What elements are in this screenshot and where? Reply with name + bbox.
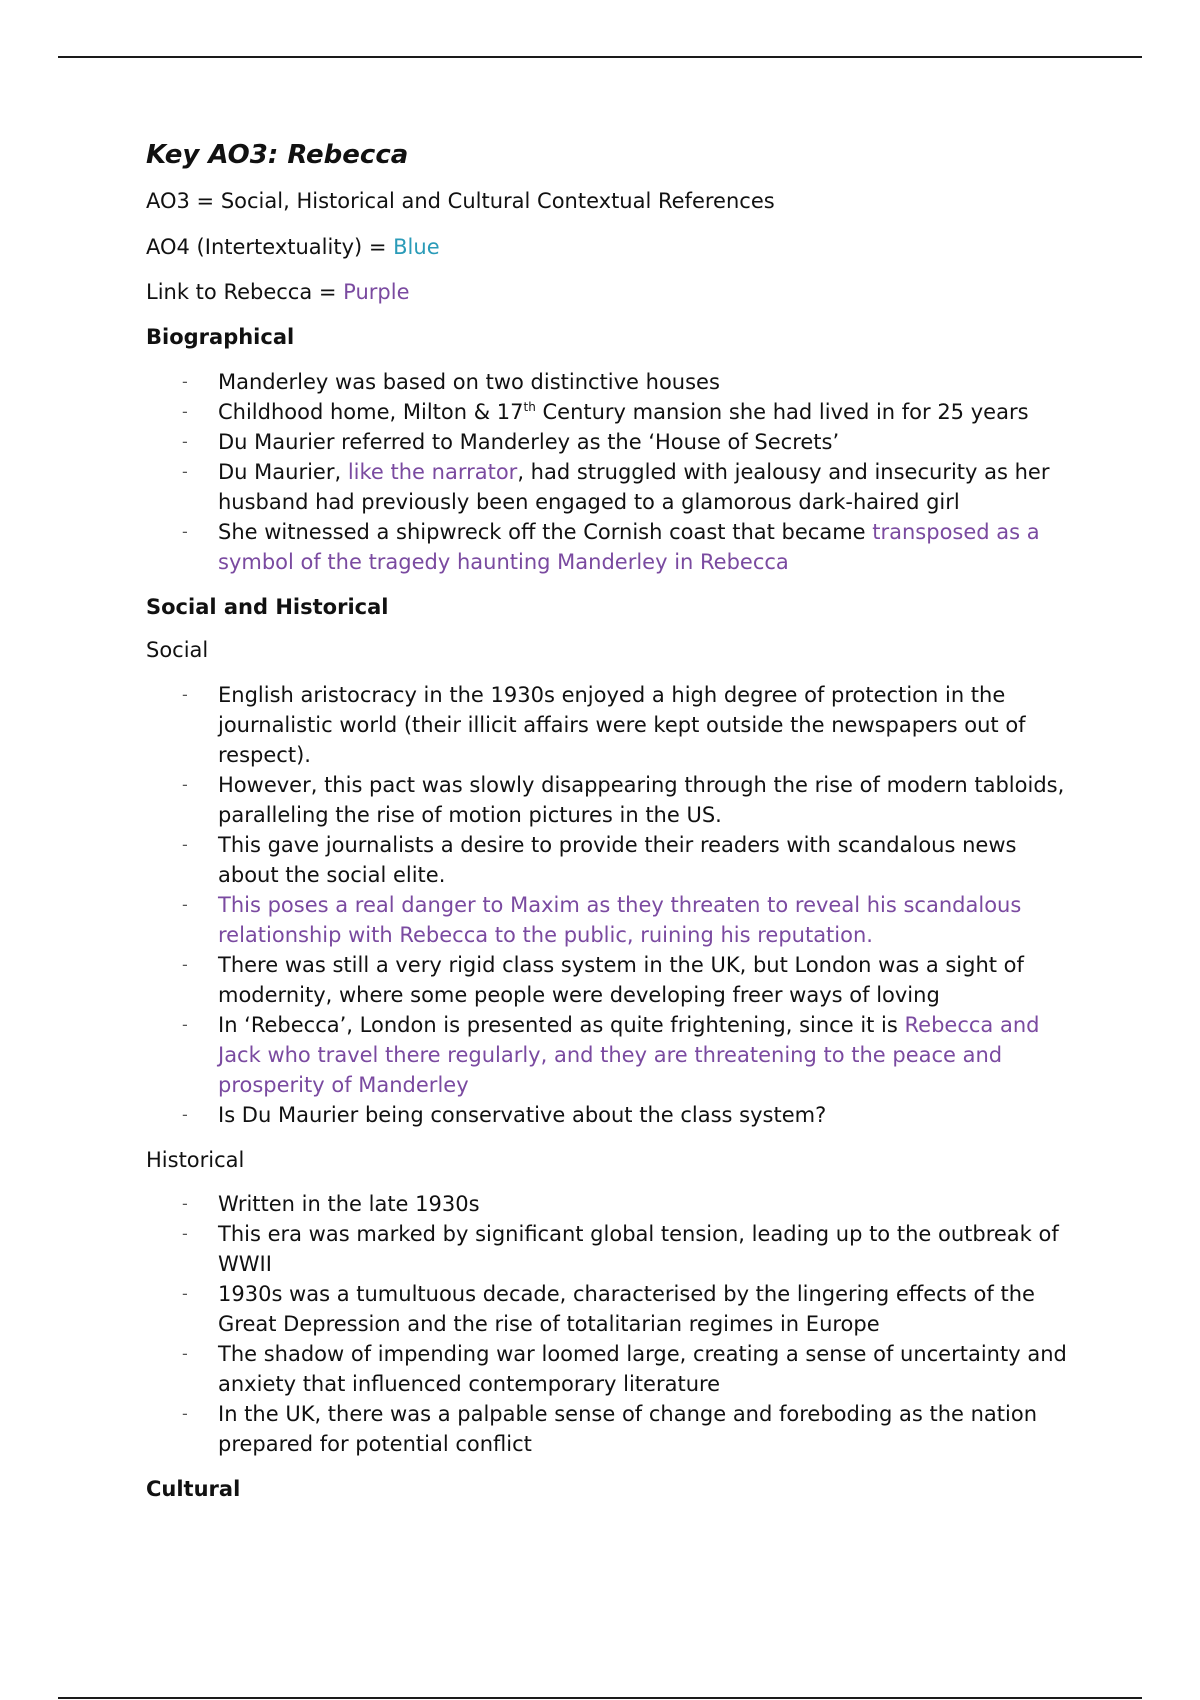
biographical-list: [146, 367, 1076, 577]
list-item: [146, 427, 1076, 457]
section-heading-cultural: Cultural: [146, 1476, 241, 1501]
document-body: [146, 140, 1076, 1518]
rebecca-link-text: transposed as a symbol of the tragedy haunting Manderley in Rebecca: [218, 519, 1040, 574]
list-item: [146, 950, 1076, 1010]
list-item: [146, 890, 1076, 950]
bullet-dash: -: [182, 521, 188, 541]
bullet-dash: -: [182, 431, 188, 451]
list-item: [146, 1219, 1076, 1279]
rebecca-link-text: This poses a real danger to Maxim as they threaten to reveal his scandalous relationship with Rebecca to the public, ruining his reputation.: [218, 892, 1022, 947]
list-item: [146, 1279, 1076, 1339]
list-item-text: The shadow of impending war loomed large, creating a sense of uncertainty and anxiety that influenced contemporary literature: [218, 1341, 1067, 1396]
list-item-text: This era was marked by significant global tension, leading up to the outbreak of WWII: [218, 1221, 1059, 1276]
bullet-dash: -: [182, 461, 188, 481]
list-item: [146, 397, 1076, 427]
ao4-label: AO4 (Intertextuality) =: [146, 234, 394, 259]
bullet-dash: -: [182, 1403, 188, 1423]
list-item-text: , had struggled with jealousy and insecurity as her husband had previously been engaged to a glamorous dark-haired girl: [218, 459, 1050, 514]
list-item: [146, 770, 1076, 830]
bullet-dash: -: [182, 401, 188, 421]
list-item: [146, 1339, 1076, 1399]
bullet-dash: -: [182, 834, 188, 854]
list-item: [146, 1189, 1076, 1219]
list-item-text: Childhood home, Milton & 17: [218, 399, 524, 424]
superscript: th: [523, 399, 536, 414]
bullet-dash: -: [182, 684, 188, 704]
list-item-text: Is Du Maurier being conservative about the class system?: [218, 1102, 827, 1127]
rebecca-link-text: Rebecca and Jack who travel there regularly, and they are threatening to the peace and prosperity of Manderley: [218, 1012, 1040, 1097]
bullet-dash: -: [182, 894, 188, 914]
list-item-text: However, this pact was slowly disappearing through the rise of modern tabloids, paralleling the rise of motion pictures in the US.: [218, 772, 1065, 827]
rebecca-link-text: like the narrator: [347, 459, 518, 484]
bullet-dash: -: [182, 1223, 188, 1243]
bottom-rule: [58, 1697, 1142, 1699]
subheading-social: Social: [146, 638, 209, 663]
section-heading-biographical: Biographical: [146, 325, 295, 350]
list-item-text: English aristocracy in the 1930s enjoyed a high degree of protection in the journalistic world (their illicit affairs were kept outside the newspapers out of respect).: [218, 682, 1026, 767]
list-item-text: In the UK, there was a palpable sense of change and foreboding as the nation prepared for potential conflict: [218, 1401, 1038, 1456]
ao4-colour-word: Blue: [393, 234, 440, 259]
page-title: Key AO3: Rebecca: [146, 140, 409, 170]
bullet-dash: -: [182, 371, 188, 391]
top-rule: [58, 56, 1142, 58]
list-item: [146, 830, 1076, 890]
bullet-dash: -: [182, 1343, 188, 1363]
bullet-dash: -: [182, 1283, 188, 1303]
list-item-text: She witnessed a shipwreck off the Cornish coast that became: [218, 519, 873, 544]
ao3-definition: AO3 = Social, Historical and Cultural Contextual References: [146, 189, 775, 214]
list-item-text: Du Maurier,: [218, 459, 348, 484]
bullet-dash: -: [182, 774, 188, 794]
link-colour-word: Purple: [343, 279, 410, 304]
list-item: [146, 517, 1076, 577]
bullet-dash: -: [182, 1104, 188, 1124]
bullet-dash: -: [182, 1014, 188, 1034]
list-item-text: In ‘Rebecca’, London is presented as quite frightening, since it is: [218, 1012, 905, 1037]
list-item-text: There was still a very rigid class system in the UK, but London was a sight of modernity, where some people were developing freer ways of loving: [218, 952, 1024, 1007]
list-item-text: 1930s was a tumultuous decade, characterised by the lingering effects of the Great Depression and the rise of totalitarian regimes in Europe: [218, 1281, 1035, 1336]
list-item: [146, 1399, 1076, 1459]
subheading-historical: Historical: [146, 1147, 245, 1172]
link-key: [146, 278, 1076, 307]
ao4-key: [146, 233, 1076, 262]
list-item: [146, 457, 1076, 517]
bullet-dash: -: [182, 954, 188, 974]
list-item-text: Manderley was based on two distinctive houses: [218, 369, 720, 394]
list-item-text: Du Maurier referred to Manderley as the ‘House of Secrets’: [218, 429, 840, 454]
social-list: [146, 680, 1076, 1130]
list-item: [146, 680, 1076, 770]
list-item: [146, 1100, 1076, 1130]
section-heading-social-historical: Social and Historical: [146, 594, 389, 619]
link-label: Link to Rebecca =: [146, 279, 344, 304]
list-item-text: This gave journalists a desire to provide their readers with scandalous news about the social elite.: [218, 832, 1017, 887]
list-item-text: Written in the late 1930s: [218, 1191, 480, 1216]
list-item: [146, 367, 1076, 397]
list-item: [146, 1010, 1076, 1100]
list-item-text: Century mansion she had lived in for 25 years: [535, 399, 1029, 424]
historical-list: [146, 1189, 1076, 1459]
bullet-dash: -: [182, 1193, 188, 1213]
